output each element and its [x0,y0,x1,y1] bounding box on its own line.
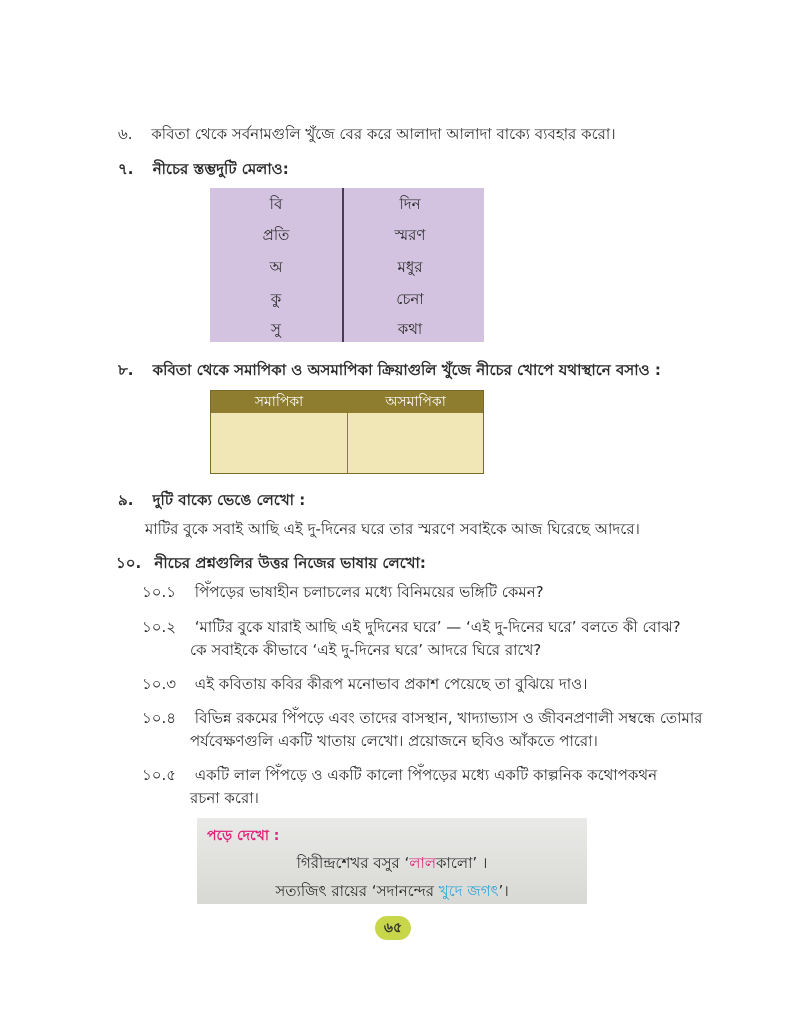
question-text: কবিতা থেকে সর্বনামগুলি খুঁজে বের করে আলাদা আলাদা বাক্যে ব্যবহার করো। [151,125,616,143]
subquestion-text: ‘মাটির বুকে যারাই আছি এই দুদিনের ঘরে’ — ‘এই দু-দিনের ঘরে’ বলতে কী বোঝ? [194,618,681,636]
column-divider [347,391,348,473]
header-nonfinite-verb: অসমাপিকা [385,394,446,410]
subquestion-10-5 [142,765,657,785]
header-finite-verb: সমাপিকা [254,394,304,410]
subquestion-10-4 [142,708,702,728]
question-number: ৬. [118,125,133,143]
question-number: ১০. [116,554,142,572]
right-cell: স্মরণ [394,226,426,244]
reading-text: ’। [498,882,509,900]
question-10 [116,553,426,573]
subquestion-number: ১০.২ [142,618,177,636]
reading-text: সত্যজিৎ রায়ের ‘সদানন্দের [275,882,439,900]
reading-text: ’ । [472,854,488,872]
verb-classification-table [210,390,484,474]
subquestion-text: একটি লাল পিঁপড়ে ও একটি কালো পিঁপড়ের মধ্যে একটি কাল্পনিক কথোপকথন [194,766,658,784]
match-columns-table [210,188,484,342]
subquestion-number: ১০.১ [142,583,176,601]
right-cell: চেনা [396,290,424,308]
subquestion-10-3 [142,674,588,694]
question-number: ৭. [118,160,134,178]
further-reading-box [197,818,587,904]
question-8 [118,360,661,380]
right-cell: কথা [397,320,423,338]
left-cell: বি [269,195,283,213]
left-cell: অ [269,258,283,276]
reading-text: কালো [436,854,473,872]
question-text: নীচের স্তম্ভদুটি মেলাও: [152,160,289,178]
subquestion-number: ১০.৫ [142,766,176,784]
left-cell: প্রতি [262,226,290,244]
subquestion-text: এই কবিতায় কবির কীরূপ মনোভাব প্রকাশ পেয়েছে তা বুঝিয়ে দাও। [194,675,588,693]
subquestion-10-2 [142,617,681,637]
question-7 [118,159,289,179]
question-text: নীচের প্রশ্নগুলির উত্তর নিজের ভাষায় লেখো: [154,554,426,572]
q9-sentence: মাটির বুকে সবাই আছি এই দু-দিনের ঘরে তার স্মরণে সবাইকে আজ ঘিরেছে আদরে। [145,520,640,538]
reading-item-1 [197,852,587,877]
question-text: কবিতা থেকে সমাপিকা ও অসমাপিকা ক্রিয়াগুলি খুঁজে নীচের খোপে যথাস্থানে বসাও : [152,361,661,379]
left-cell: কু [270,290,282,308]
reading-highlight: লাল [409,854,437,872]
subquestion-number: ১০.৩ [142,675,177,693]
reading-highlight: খুদে জগৎ [438,882,499,900]
right-cell: মধুর [397,258,423,276]
left-cell: সু [271,320,281,338]
further-reading-title: পড়ে দেখো : [207,828,280,844]
reading-text: গিরীন্দ্রশেখর বসুর ‘ [296,854,410,872]
right-cell: দিন [399,195,421,213]
subquestion-10-1 [142,582,544,602]
subquestion-text-cont: কে সবাইকে কীভাবে ‘এই দু-দিনের ঘরে’ আদরে ঘিরে রাখে? [190,641,542,659]
page-number: ৬৫ [375,916,411,940]
question-text: দুটি বাক্যে ভেঙে লেখো : [152,491,306,509]
question-number: ৮. [118,361,134,379]
reading-item-2 [197,880,587,905]
subquestion-text-cont: রচনা করো। [190,789,259,807]
subquestion-number: ১০.৪ [142,709,176,727]
question-6 [118,124,616,144]
subquestion-text-cont: পর্যবেক্ষণগুলি একটি খাতায় লেখো। প্রয়োজনে ছবিও আঁকতে পারো। [190,732,598,750]
question-number: ৯. [118,491,134,509]
subquestion-text: বিভিন্ন রকমের পিঁপড়ে এবং তাদের বাসস্থান, খাদ্যাভ্যাস ও জীবনপ্রণালী সম্বন্ধে তোমার [194,709,703,727]
subquestion-text: পিঁপড়ের ভাষাহীন চলাচলের মধ্যে বিনিময়ের ভঙ্গিটি কেমন? [194,583,544,601]
question-9 [118,490,305,510]
